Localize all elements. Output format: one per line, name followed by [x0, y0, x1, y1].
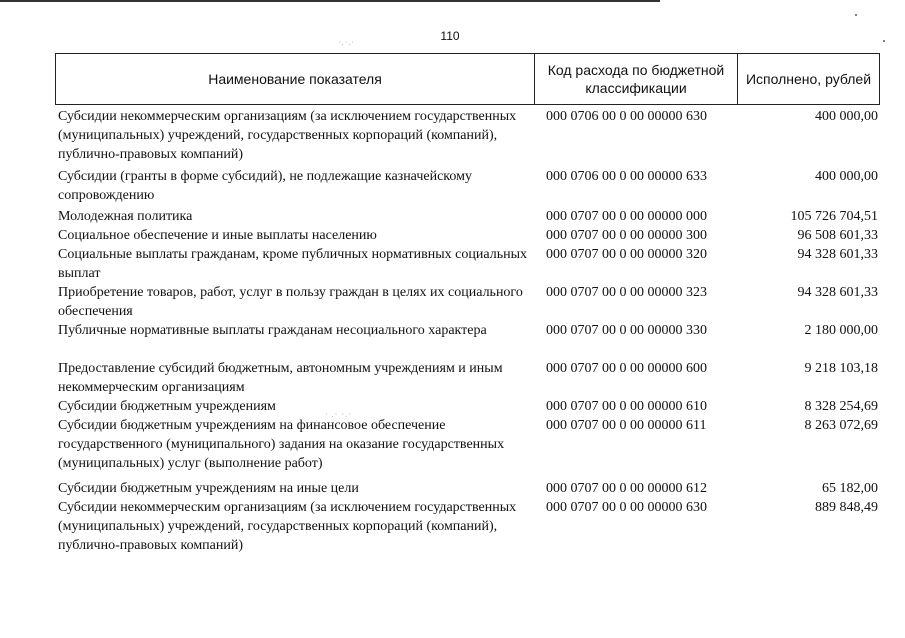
table-row	[55, 498, 880, 558]
row-name: Субсидии (гранты в форме субсидий), не подлежащие казначейскому сопровождению	[58, 169, 472, 203]
row-executed: 94 328 601,33	[797, 285, 878, 300]
row-code: 000 0707 00 0 00 00000 300	[546, 228, 707, 243]
row-code: 000 0706 00 0 00 00000 630	[546, 109, 707, 124]
row-name: Субсидии некоммерческим организациям (за исключением государственных (муниципальных) учреждений, государственных корпораций (компаний), публично-правовых компаний)	[58, 109, 517, 162]
table-row	[55, 167, 880, 207]
row-code: 000 0707 00 0 00 00000 330	[546, 323, 707, 338]
table-row	[55, 245, 880, 283]
row-name: Публичные нормативные выплаты гражданам несоциального характера	[58, 323, 487, 338]
row-name: Субсидии некоммерческим организациям (за исключением государственных (муниципальных) учреждений, государственных корпораций (компаний), публично-правовых компаний)	[58, 500, 517, 553]
table-row	[55, 226, 880, 245]
row-code: 000 0707 00 0 00 00000 612	[546, 481, 707, 496]
row-name: Приобретение товаров, работ, услуг в пользу граждан в целях их социального обеспечения	[58, 285, 523, 319]
row-name: Молодежная политика	[58, 209, 193, 224]
table-row	[55, 359, 880, 397]
header-code: Код расхода по бюджетной классификации	[535, 54, 738, 104]
page-top-border	[0, 0, 660, 2]
scan-speck	[855, 14, 857, 16]
row-name: Субсидии бюджетным учреждениям на иные цели	[58, 481, 359, 496]
page-number: 110	[440, 29, 460, 43]
row-code: 000 0707 00 0 00 00000 630	[546, 500, 707, 515]
row-executed: 8 263 072,69	[804, 418, 878, 433]
table-body	[55, 107, 880, 558]
row-name: Субсидии бюджетным учреждениям	[58, 399, 276, 414]
row-code: 000 0707 00 0 00 00000 320	[546, 247, 707, 262]
table-row	[55, 283, 880, 321]
header-executed: Исполнено, рублей	[745, 71, 872, 87]
scan-noise: · .· ·.·	[325, 410, 352, 419]
row-name: Предоставление субсидий бюджетным, автономным учреждениям и иным некоммерческим организациям	[58, 361, 503, 395]
row-executed: 96 508 601,33	[797, 228, 878, 243]
row-code: 000 0707 00 0 00 00000 323	[546, 285, 707, 300]
header-name: Наименование показателя	[56, 54, 535, 104]
row-code: 000 0707 00 0 00 00000 600	[546, 361, 707, 376]
table-row	[55, 107, 880, 167]
row-name: Социальные выплаты гражданам, кроме публичных нормативных социальных выплат	[58, 247, 527, 281]
table-row	[55, 321, 880, 359]
row-executed: 94 328 601,33	[797, 247, 878, 262]
table-header	[55, 53, 880, 105]
row-executed: 65 182,00	[822, 481, 878, 496]
row-code: 000 0706 00 0 00 00000 633	[546, 169, 707, 184]
row-code: 000 0707 00 0 00 00000 610	[546, 399, 707, 414]
row-executed: 8 328 254,69	[804, 399, 878, 414]
row-executed: 105 726 704,51	[790, 209, 878, 224]
row-code: 000 0707 00 0 00 00000 611	[546, 418, 707, 433]
row-executed: 889 848,49	[815, 500, 878, 515]
table-row	[55, 207, 880, 226]
row-executed: 400 000,00	[815, 109, 878, 124]
table-row	[55, 416, 880, 479]
table-row	[55, 397, 880, 416]
row-name: Социальное обеспечение и иные выплаты населению	[58, 228, 377, 243]
row-executed: 400 000,00	[815, 169, 878, 184]
row-name: Субсидии бюджетным учреждениям на финансовое обеспечение государственного (муниципального) задания на оказание государственных (муниципальных) услуг (выполнение работ)	[58, 418, 505, 471]
row-executed: 2 180 000,00	[804, 323, 878, 338]
scan-noise: ·.·.·	[338, 38, 355, 47]
scan-speck	[883, 40, 885, 42]
row-code: 000 0707 00 0 00 00000 000	[546, 209, 707, 224]
row-executed: 9 218 103,18	[804, 361, 878, 376]
table-row	[55, 479, 880, 498]
